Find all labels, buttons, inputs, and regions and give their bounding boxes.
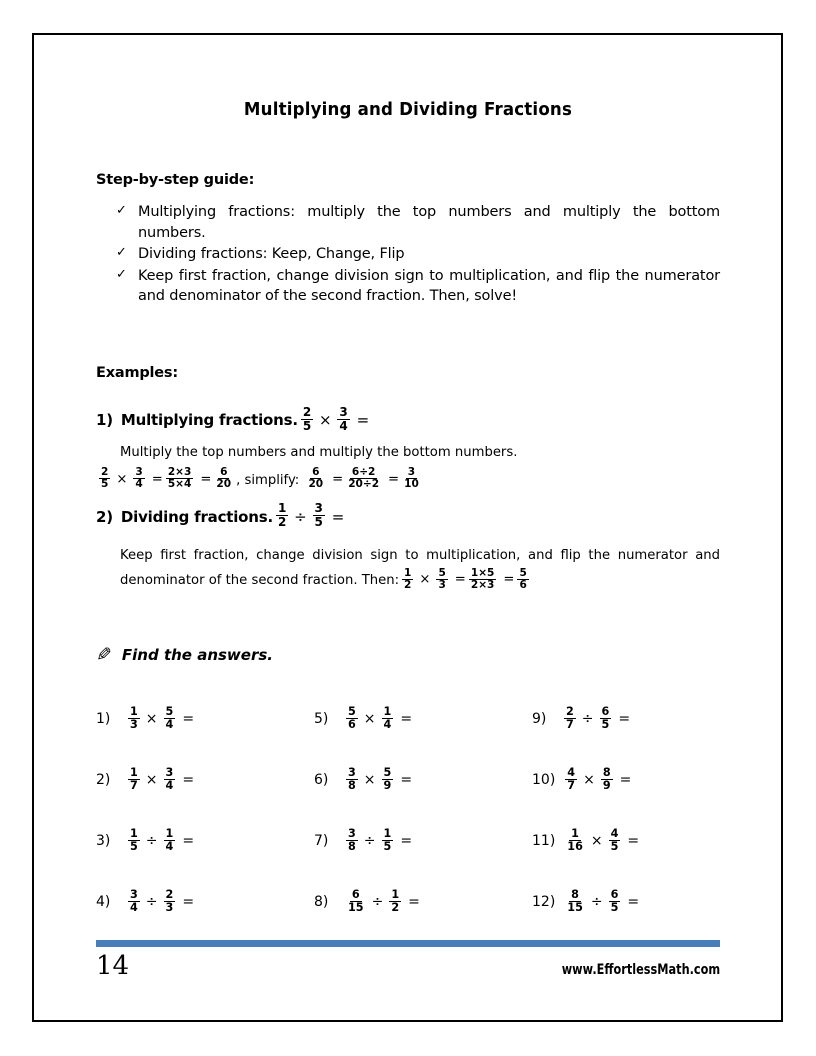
page-title: Multiplying and Dividing Fractions — [243, 100, 573, 120]
fraction-numerator: 3 — [348, 766, 356, 780]
problem-equals: = — [408, 894, 420, 911]
example-2-number: 2) — [96, 507, 113, 526]
problem-first-fraction — [128, 889, 140, 914]
work-fraction — [214, 467, 233, 490]
fraction-denominator: 4 — [165, 839, 174, 853]
example-2-explanation-text: Keep first fraction, change division sign to multiplication, and flip the numerator and denominator of the second fraction. Then: — [120, 547, 720, 589]
fraction-denominator: 2×3 — [470, 578, 495, 591]
fraction-numerator: 6 — [351, 888, 360, 902]
fraction-denominator: 7 — [130, 778, 138, 792]
guide-item — [116, 244, 720, 265]
problem-operator: ÷ — [145, 894, 158, 911]
problem-first-fraction — [346, 706, 358, 731]
fraction-numerator: 1 — [165, 827, 174, 841]
problem-second-fraction — [601, 767, 613, 792]
problem-equals: = — [627, 894, 640, 911]
problem-operator: ÷ — [145, 833, 158, 850]
problem-first-fraction — [128, 706, 140, 731]
check-mark-icon: ✓ — [116, 245, 127, 261]
example-2-explanation — [120, 544, 720, 594]
problem-equals: = — [619, 772, 632, 789]
website-url: www.EffortlessMath.com — [561, 962, 720, 978]
fraction-numerator: 1 — [130, 705, 138, 719]
fraction-denominator: 20 — [216, 478, 232, 491]
work-fraction — [517, 568, 528, 591]
problem-second-fraction — [382, 706, 394, 731]
fraction-denominator: 20÷2 — [348, 478, 380, 491]
fraction-denominator: 2 — [278, 515, 287, 530]
fraction-denominator: 5 — [302, 418, 312, 433]
work-equals: = — [200, 471, 212, 487]
fraction-denominator: 9 — [383, 778, 392, 792]
work-fraction — [133, 467, 144, 490]
fraction-numerator: 3 — [165, 766, 174, 780]
problem-second-fraction — [382, 767, 394, 792]
fraction-denominator: 5×4 — [167, 478, 192, 491]
fraction-denominator: 2 — [391, 900, 400, 914]
problem-first-fraction — [346, 889, 366, 914]
problem-operator: × — [583, 772, 595, 789]
problem-first-fraction — [565, 828, 585, 853]
problem-second-fraction — [382, 828, 394, 853]
fraction-numerator: 8 — [602, 766, 611, 780]
example-1-first-fraction — [301, 406, 313, 432]
guide-item-text: Keep first fraction, change division sign to multiplication, and flip the numerator and denominator of the second fraction. Then, solve! — [138, 267, 720, 305]
work-operator: × — [116, 471, 128, 487]
fraction-denominator: 15 — [567, 900, 583, 914]
problem-equals: = — [400, 772, 413, 789]
problem-number: 1) — [96, 711, 111, 728]
fraction-numerator: 1 — [278, 501, 287, 516]
example-1-expression — [298, 404, 369, 433]
problem-first-fraction — [346, 767, 358, 792]
fraction-denominator: 3 — [165, 900, 174, 914]
problem-second-fraction — [609, 828, 621, 853]
problem-number: 8) — [314, 894, 329, 911]
fraction-numerator: 6 — [601, 705, 610, 719]
problem-operator: ÷ — [363, 833, 376, 850]
problem-operator: × — [590, 833, 603, 850]
fraction-denominator: 4 — [130, 900, 138, 914]
problem-equals: = — [182, 772, 195, 789]
work-fraction — [469, 568, 497, 591]
problem-first-fraction — [128, 767, 140, 792]
fraction-denominator: 15 — [348, 900, 364, 914]
step-by-step-guide-heading: Step-by-step guide: — [96, 172, 255, 188]
fraction-numerator: 5 — [348, 705, 356, 719]
fraction-numerator: 6 — [312, 466, 320, 479]
fraction-numerator: 5 — [383, 766, 392, 780]
example-2-expression — [273, 503, 344, 529]
fraction-denominator: 4 — [165, 717, 174, 731]
fraction-denominator: 5 — [383, 839, 392, 853]
fraction-numerator: 3 — [130, 888, 138, 902]
work-operator: × — [419, 572, 431, 588]
example-1-prompt: Multiplying fractions. — [120, 411, 298, 430]
fraction-denominator: 2 — [404, 578, 412, 591]
fraction-denominator: 16 — [567, 839, 583, 853]
fraction-numerator: 5 — [519, 566, 527, 579]
problem-item — [96, 750, 314, 811]
fraction-numerator: 6÷2 — [351, 466, 376, 479]
fraction-numerator: 1 — [383, 705, 392, 719]
fraction-numerator: 1 — [404, 566, 412, 579]
problem-equals: = — [182, 894, 195, 911]
practice-heading-label: Find the answers. — [121, 646, 273, 665]
problem-number: 6) — [314, 772, 329, 789]
example-1-explanation: Multiply the top numbers and multiply the bottom numbers. — [120, 445, 518, 461]
fraction-numerator: 3 — [314, 501, 323, 516]
fraction-numerator: 1 — [383, 827, 392, 841]
problem-item — [314, 811, 532, 872]
problem-item — [314, 689, 532, 750]
fraction-numerator: 3 — [135, 466, 143, 479]
problem-number: 10) — [532, 772, 556, 789]
fraction-denominator: 20 — [308, 478, 324, 491]
problem-first-fraction — [346, 828, 358, 853]
problem-first-fraction — [565, 767, 577, 792]
problem-first-fraction — [564, 706, 576, 731]
fraction-numerator: 2×3 — [167, 466, 192, 479]
fraction-denominator: 8 — [348, 839, 356, 853]
fraction-numerator: 8 — [571, 888, 579, 902]
problem-item — [532, 750, 720, 811]
fraction-numerator: 2 — [566, 705, 574, 719]
check-mark-icon: ✓ — [116, 203, 127, 218]
fraction-numerator: 1 — [391, 888, 400, 902]
problem-operator: ÷ — [590, 894, 603, 911]
work-fraction — [346, 467, 381, 490]
fraction-numerator: 1×5 — [470, 566, 495, 579]
fraction-numerator: 3 — [348, 827, 356, 841]
example-1 — [96, 404, 720, 433]
fraction-denominator: 9 — [602, 778, 611, 792]
guide-item — [116, 202, 720, 243]
problem-operator: ÷ — [371, 894, 384, 911]
problem-number: 5) — [314, 711, 329, 728]
fraction-numerator: 2 — [101, 466, 109, 479]
example-2-equals: = — [331, 507, 345, 526]
fraction-denominator: 3 — [438, 578, 446, 591]
fraction-numerator: 6 — [220, 466, 228, 479]
work-equals: = — [151, 471, 163, 487]
example-1-second-fraction — [337, 406, 349, 432]
problem-item — [314, 750, 532, 811]
problem-equals: = — [400, 711, 413, 728]
work-fraction — [166, 467, 194, 490]
fraction-denominator: 4 — [383, 717, 392, 731]
work-simplify-label: , simplify: — [236, 472, 304, 488]
fraction-numerator: 1 — [130, 766, 138, 780]
examples-heading: Examples: — [96, 364, 178, 381]
fraction-denominator: 5 — [610, 900, 619, 914]
work-fraction — [402, 467, 421, 490]
fraction-denominator: 6 — [348, 717, 356, 731]
problem-second-fraction — [164, 767, 176, 792]
problem-first-fraction — [565, 889, 585, 914]
fraction-numerator: 5 — [165, 705, 174, 719]
fraction-denominator: 5 — [314, 515, 323, 530]
work-equals: = — [503, 572, 515, 588]
fraction-denominator: 7 — [566, 717, 574, 731]
problem-second-fraction — [164, 828, 176, 853]
guide-item — [116, 266, 720, 307]
problem-equals: = — [182, 711, 195, 728]
problem-item — [532, 872, 720, 933]
problem-second-fraction — [164, 706, 176, 731]
work-fraction — [436, 568, 447, 591]
fraction-numerator: 3 — [407, 466, 416, 479]
work-fraction — [402, 568, 413, 591]
problem-item — [96, 689, 314, 750]
example-2-first-fraction — [276, 502, 288, 528]
problem-number: 12) — [532, 894, 556, 911]
work-fraction — [306, 467, 325, 490]
page-footer — [96, 940, 720, 979]
problem-item — [314, 872, 532, 933]
problem-operator: × — [145, 772, 158, 789]
fraction-numerator: 5 — [438, 566, 446, 579]
problem-equals: = — [182, 833, 195, 850]
example-1-work — [96, 468, 696, 494]
pen-icon: ✎ — [96, 643, 112, 666]
problem-operator: × — [363, 772, 376, 789]
fraction-numerator: 2 — [302, 404, 312, 419]
fraction-denominator: 3 — [130, 717, 138, 731]
example-1-operator: × — [319, 411, 332, 430]
problem-number: 2) — [96, 772, 111, 789]
problem-item — [96, 811, 314, 872]
work-equals: = — [332, 471, 344, 487]
work-fraction — [99, 467, 110, 490]
problem-grid — [96, 689, 720, 933]
example-2 — [96, 503, 720, 529]
problem-operator: × — [145, 711, 158, 728]
fraction-denominator: 5 — [601, 717, 610, 731]
practice-heading — [96, 643, 720, 666]
footer-row — [96, 953, 720, 979]
problem-second-fraction — [600, 706, 612, 731]
fraction-numerator: 6 — [610, 888, 619, 902]
example-2-prompt: Dividing fractions. — [120, 507, 273, 526]
fraction-denominator: 10 — [404, 478, 419, 491]
fraction-numerator: 4 — [610, 827, 619, 841]
example-2-operator: ÷ — [294, 507, 307, 526]
fraction-denominator: 7 — [567, 778, 576, 792]
fraction-denominator: 5 — [610, 839, 619, 853]
fraction-denominator: 4 — [165, 778, 174, 792]
guide-item-text: Dividing fractions: Keep, Change, Flip — [138, 246, 405, 263]
problem-item — [532, 689, 720, 750]
fraction-denominator: 4 — [135, 478, 143, 491]
problem-first-fraction — [128, 828, 140, 853]
problem-number: 4) — [96, 894, 111, 911]
problem-number: 11) — [532, 833, 556, 850]
example-1-number: 1) — [96, 411, 113, 430]
work-equals: = — [454, 572, 466, 588]
problem-second-fraction — [609, 889, 621, 914]
fraction-denominator: 4 — [339, 418, 348, 433]
fraction-numerator: 4 — [567, 766, 576, 780]
check-mark-icon: ✓ — [116, 266, 127, 282]
problem-number: 9) — [532, 711, 547, 728]
problem-second-fraction — [164, 889, 176, 914]
fraction-denominator: 8 — [348, 778, 356, 792]
problem-equals: = — [400, 833, 413, 850]
guide-list — [96, 202, 720, 307]
work-equals: = — [388, 471, 400, 487]
fraction-denominator: 5 — [130, 839, 138, 853]
problem-number: 7) — [314, 833, 329, 850]
fraction-denominator: 5 — [101, 478, 109, 491]
example-1-equals: = — [356, 411, 369, 430]
fraction-denominator: 6 — [519, 578, 527, 591]
problem-second-fraction — [389, 889, 401, 914]
problem-operator: ÷ — [581, 711, 594, 728]
guide-item-text: Multiplying fractions: multiply the top numbers and multiply the bottom numbers. — [138, 204, 720, 241]
problem-item — [96, 872, 314, 933]
fraction-numerator: 1 — [571, 827, 579, 841]
problem-item — [532, 811, 720, 872]
page-content — [96, 60, 720, 933]
fraction-numerator: 2 — [165, 888, 174, 902]
fraction-numerator: 3 — [339, 404, 348, 419]
problem-equals: = — [618, 711, 631, 728]
problem-operator: × — [363, 711, 376, 728]
footer-rule — [96, 940, 720, 947]
fraction-numerator: 1 — [130, 827, 138, 841]
page-number: 14 — [96, 951, 130, 981]
example-2-second-fraction — [313, 502, 325, 528]
problem-equals: = — [627, 833, 640, 850]
problem-number: 3) — [96, 833, 111, 850]
